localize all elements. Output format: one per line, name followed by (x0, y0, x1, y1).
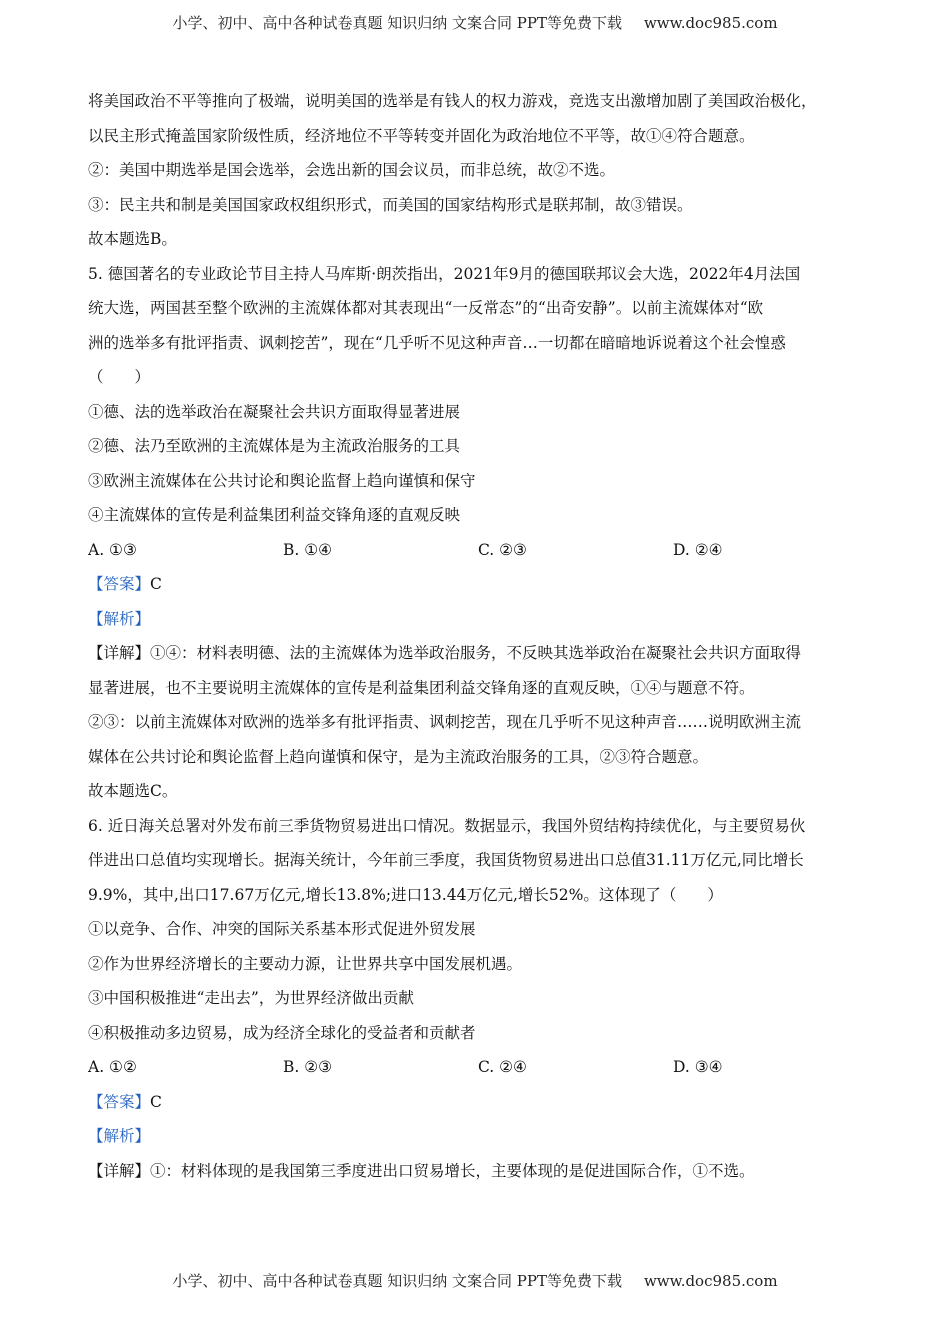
option-d: D. ③④ (673, 1058, 723, 1076)
header-text: 小学、初中、高中各种试卷真题 知识归纳 文案合同 PPT等免费下载 (172, 14, 622, 32)
answer-line (88, 1085, 868, 1120)
question-6 (88, 809, 868, 1189)
statement-item: ③欧洲主流媒体在公共讨论和舆论监督上趋向谨慎和保守 (88, 471, 476, 490)
page-header (0, 12, 950, 33)
question-stem-line: 5. 德国著名的专业政论节目主持人马库斯·朗茨指出，2021年9月的德国联邦议会大选，2022年4月法国 (88, 264, 801, 283)
header-url[interactable]: www.doc985.com (643, 14, 778, 32)
question-stem-line: 伴进出口总值均实现增长。据海关统计，今年前三季度，我国货物贸易进出口总值31.11万亿元,同比增长 (88, 851, 804, 869)
question-stem-line: 统大选，两国甚至整个欧洲的主流媒体都对其表现出“一反常态”的“出奇安静”。以前主流媒体对“欧 (88, 299, 764, 317)
statement-item: ①德、法的选举政治在凝聚社会共识方面取得显著进展 (88, 402, 461, 421)
option-c: C. ②④ (478, 1058, 527, 1076)
statement-item: ④主流媒体的宣传是利益集团利益交锋角逐的直观反映 (88, 506, 461, 524)
previous-question-analysis (88, 84, 868, 257)
text-line: 媒体在公共讨论和舆论监督上趋向谨慎和保守，是为主流政治服务的工具，②③符合题意。 (88, 747, 709, 766)
detail-tag: 【详解】 (88, 1161, 151, 1180)
option-a: A. ①② (88, 1058, 137, 1076)
detail-line (88, 1154, 868, 1189)
page-footer (0, 1270, 950, 1291)
answer-value: C (150, 575, 162, 593)
question-stem-line: 6. 近日海关总署对外发布前三季货物贸易进出口情况。数据显示，我国外贸结构持续优化，与主要贸易伙 (88, 816, 806, 835)
analysis-tag: 【解析】 (88, 609, 151, 628)
option-b: B. ①④ (283, 540, 333, 559)
statement-item: ②德、法乃至欧洲的主流媒体是为主流政治服务的工具 (88, 437, 461, 455)
statement-item: ④积极推动多边贸易，成为经济全球化的受益者和贡献者 (88, 1023, 476, 1042)
document-body (88, 84, 868, 1188)
answer-value: C (150, 1092, 162, 1111)
text-line: 将美国政治不平等推向了极端，说明美国的选举是有钱人的权力游戏，竞选支出激增加剧了美国政治极化， (88, 92, 817, 110)
statement-item: ①以竞争、合作、冲突的国际关系基本形式促进外贸发展 (88, 920, 476, 938)
text-line: 以民主形式掩盖国家阶级性质，经济地位不平等转变并固化为政治地位不平等，故①④符合题意。 (88, 126, 755, 145)
statement-item: ③中国积极推进“走出去”，为世界经济做出贡献 (88, 989, 414, 1007)
text-line: 故本题选C。 (88, 782, 178, 800)
detail-text: ①：材料体现的是我国第三季度进出口贸易增长，主要体现的是促进国际合作，①不选。 (150, 1161, 755, 1180)
footer-url[interactable]: www.doc985.com (643, 1272, 778, 1290)
answer-tag: 【答案】 (88, 575, 151, 593)
answer-options (88, 1050, 868, 1085)
option-a: A. ①③ (88, 540, 137, 559)
option-c: C. ②③ (478, 540, 527, 559)
footer-text: 小学、初中、高中各种试卷真题 知识归纳 文案合同 PPT等免费下载 (172, 1272, 622, 1290)
question-stem-line: （ ） (88, 368, 151, 386)
text-line: 故本题选B。 (88, 230, 177, 248)
analysis-line (88, 1119, 868, 1154)
answer-tag: 【答案】 (88, 1092, 151, 1111)
detail-line (88, 636, 868, 671)
option-d: D. ②④ (673, 540, 723, 559)
question-5 (88, 257, 868, 809)
analysis-tag: 【解析】 (88, 1127, 151, 1145)
detail-text: ①④：材料表明德、法的主流媒体为选举政治服务，不反映其选举政治在凝聚社会共识方面取得 (150, 644, 802, 662)
question-stem-line: 9.9%，其中,出口17.67万亿元,增长13.8%;进口13.44万亿元,增长52%。这体现了（ ） (88, 885, 723, 904)
detail-tag: 【详解】 (88, 644, 151, 662)
answer-line (88, 567, 868, 602)
answer-options (88, 533, 868, 568)
analysis-line (88, 602, 868, 637)
text-line: ②：美国中期选举是国会选举，会选出新的国会议员，而非总统，故②不选。 (88, 161, 616, 179)
question-stem-line: 洲的选举多有批评指责、讽刺挖苦”，现在“几乎听不见这种声音…一切都在暗暗地诉说着这个社会惶惑 (88, 333, 786, 352)
option-b: B. ②③ (283, 1058, 333, 1076)
text-line: 显著进展，也不主要说明主流媒体的宣传是利益集团利益交锋角逐的直观反映，①④与题意不符。 (88, 678, 755, 697)
text-line: ②③：以前主流媒体对欧洲的选举多有批评指责、讽刺挖苦，现在几乎听不见这种声音……说明欧洲主流 (88, 713, 802, 731)
statement-item: ②作为世界经济增长的主要动力源，让世界共享中国发展机遇。 (88, 954, 523, 973)
text-line: ③：民主共和制是美国国家政权组织形式，而美国的国家结构形式是联邦制，故③错误。 (88, 195, 693, 214)
